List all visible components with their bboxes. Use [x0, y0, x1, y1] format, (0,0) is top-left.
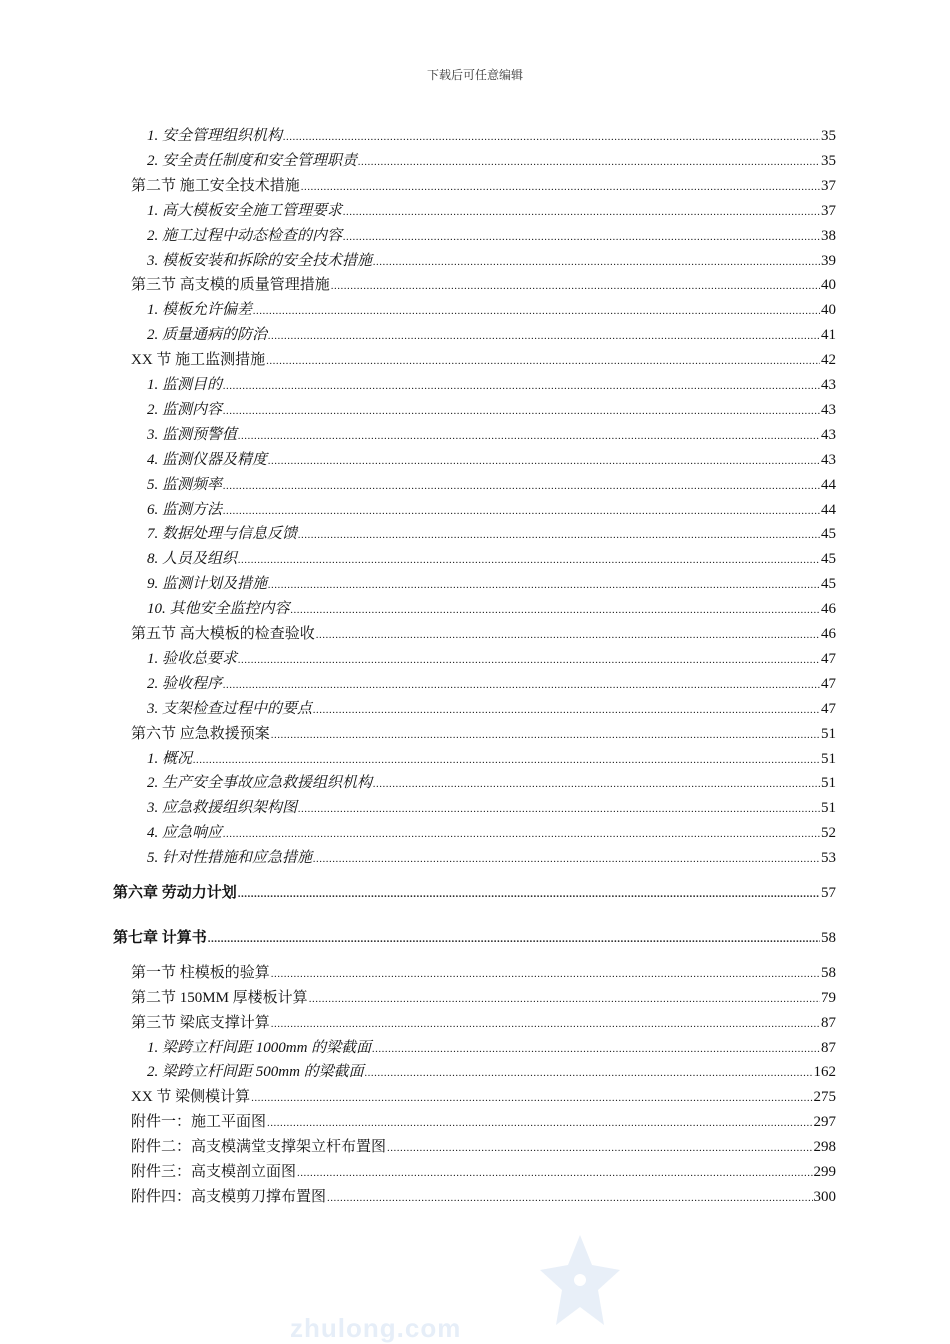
toc-entry-page-number: 44: [821, 501, 836, 518]
toc-entry[interactable]: [147, 749, 836, 769]
toc-entry[interactable]: [147, 500, 836, 520]
toc-entry-page-number: 51: [821, 775, 836, 792]
toc-entry-title: 第五节 高大模板的检查验收: [131, 626, 315, 642]
toc-leader-dots: [238, 650, 820, 670]
toc-leader-dots: [223, 501, 820, 521]
toc-entry[interactable]: [147, 400, 836, 420]
toc-entry-title: 第二节 施工安全技术措施: [131, 177, 300, 194]
toc-entry[interactable]: [131, 350, 836, 370]
toc-leader-dots: [343, 202, 820, 222]
toc-leader-dots: [387, 1138, 812, 1158]
toc-entry-title: 6. 监测方法: [147, 501, 223, 518]
toc-entry-title: 10. 其他安全监控内容: [147, 601, 290, 618]
toc-entry-title: 4. 应急响应: [147, 825, 223, 842]
toc-entry-title: 3. 监测预警值: [147, 426, 238, 443]
toc-leader-dots: [238, 550, 820, 570]
toc-entry-title: 1. 梁跨立杆间距 1000mm 的梁截面: [147, 1039, 372, 1056]
toc-entry[interactable]: [147, 574, 836, 594]
toc-entry-title: 3. 支架检查过程中的要点: [147, 700, 313, 717]
toc-leader-dots: [291, 600, 820, 620]
toc-entry-page-number: 43: [821, 426, 836, 443]
toc-entry-page-number: 87: [821, 1039, 836, 1056]
toc-leader-dots: [373, 252, 820, 272]
toc-entry-page-number: 51: [821, 725, 836, 742]
toc-entry-page-number: 57: [821, 885, 836, 901]
toc-entry-title: 1. 概况: [147, 750, 193, 767]
toc-entry-page-number: 37: [821, 202, 836, 219]
toc-entry-page-number: 79: [821, 989, 836, 1006]
toc-entry-page-number: 298: [813, 1139, 836, 1156]
toc-entry[interactable]: [147, 226, 836, 246]
toc-leader-dots: [358, 152, 820, 172]
toc-entry-title: 1. 验收总要求: [147, 650, 238, 667]
toc-entry-page-number: 45: [821, 576, 836, 593]
toc-entry[interactable]: [147, 450, 836, 470]
toc-entry-title: 第三节 高支模的质量管理措施: [131, 277, 330, 294]
toc-entry[interactable]: [147, 674, 836, 694]
toc-entry-page-number: 162: [813, 1064, 836, 1081]
page-header: 下载后可任意编辑: [426, 68, 523, 82]
toc-entry-title: 第二节 150MM 厚楼板计算: [131, 989, 308, 1006]
toc-entry[interactable]: [131, 176, 836, 196]
toc-leader-dots: [298, 799, 820, 819]
toc-entry-title: 1. 模板允许偏差: [147, 302, 253, 319]
toc-leader-dots: [268, 451, 820, 471]
toc-entry-title: 2. 施工过程中动态检查的内容: [147, 227, 343, 244]
toc-entry[interactable]: [131, 1013, 836, 1033]
toc-entry-title: 8. 人员及组织: [147, 551, 238, 568]
toc-leader-dots: [297, 1163, 812, 1183]
toc-entry-page-number: 42: [821, 352, 836, 369]
toc-entry-title: 第三节 梁底支撑计算: [131, 1014, 270, 1031]
toc-leader-dots: [223, 401, 820, 421]
toc-entry[interactable]: [147, 699, 836, 719]
toc-entry[interactable]: [147, 375, 836, 395]
toc-entry[interactable]: [147, 251, 836, 271]
toc-entry-page-number: 46: [821, 601, 836, 618]
toc-entry[interactable]: [147, 599, 836, 619]
toc-entry[interactable]: [131, 624, 836, 644]
toc-leader-dots: [301, 177, 820, 197]
toc-entry-title: 2. 生产安全事故应急救援组织机构: [147, 775, 373, 792]
toc-entry-page-number: 299: [813, 1164, 836, 1180]
toc-entry[interactable]: [131, 724, 836, 744]
toc-entry-page-number: 297: [813, 1114, 836, 1131]
toc-leader-dots: [253, 301, 820, 321]
toc-leader-dots: [331, 276, 820, 296]
toc-entry-page-number: 40: [821, 302, 836, 319]
toc-entry[interactable]: [147, 1038, 836, 1058]
toc-leader-dots: [271, 725, 820, 745]
toc-entry-page-number: 39: [821, 252, 836, 269]
toc-entry[interactable]: [147, 848, 836, 868]
toc-entry-page-number: 43: [821, 377, 836, 393]
toc-entry[interactable]: [131, 988, 836, 1008]
toc-entry-title: 附件四：高支模剪刀撑布置图: [131, 1188, 327, 1205]
toc-leader-dots: [316, 625, 820, 645]
toc-entry-title: 2. 梁跨立杆间距 500mm 的梁截面: [147, 1064, 364, 1081]
toc-entry[interactable]: [147, 325, 836, 345]
toc-leader-dots: [223, 476, 820, 496]
toc-entry-title: 1. 监测目的: [147, 377, 223, 393]
toc-entry-page-number: 35: [821, 128, 836, 144]
toc-leader-dots: [271, 1014, 820, 1034]
toc-entry-title: 5. 监测频率: [147, 476, 223, 493]
toc-entry-title: 9. 监测计划及措施: [147, 576, 268, 593]
toc-leader-dots: [208, 929, 820, 949]
toc-entry-page-number: 275: [813, 1089, 836, 1106]
toc-entry[interactable]: [147, 201, 836, 221]
toc-entry-title: 4. 监测仪器及精度: [147, 451, 268, 468]
toc-entry[interactable]: [147, 300, 836, 320]
toc-leader-dots: [343, 227, 820, 247]
toc-entry[interactable]: [147, 823, 836, 843]
toc-leader-dots: [266, 351, 820, 371]
toc-leader-dots: [223, 675, 820, 695]
toc-entry-title: 2. 监测内容: [147, 401, 223, 418]
toc-entry-page-number: 40: [821, 277, 836, 294]
toc-entry[interactable]: [147, 798, 836, 818]
watermark-text: zhulong.com: [290, 1313, 462, 1343]
toc-leader-dots: [268, 326, 820, 346]
toc-entry-page-number: 46: [821, 626, 836, 642]
toc-entry-page-number: 58: [821, 929, 836, 946]
toc-entry-page-number: 45: [821, 526, 836, 543]
watermark-logo-icon: [540, 1235, 620, 1335]
toc-entry[interactable]: [113, 883, 836, 903]
toc-entry-title: XX 节 施工监测措施: [131, 352, 266, 369]
toc-entry[interactable]: [147, 475, 836, 495]
toc-leader-dots: [271, 964, 820, 984]
toc-leader-dots: [238, 884, 820, 904]
toc-leader-dots: [298, 525, 820, 545]
toc-entry[interactable]: [147, 524, 836, 544]
toc-leader-dots: [309, 989, 820, 1009]
toc-entry[interactable]: [147, 126, 836, 146]
toc-entry-title: 第六章 劳动力计划: [113, 885, 237, 901]
toc-entry-page-number: 58: [821, 964, 836, 981]
toc-entry[interactable]: [147, 151, 836, 171]
toc-entry[interactable]: [147, 649, 836, 669]
toc-entry-title: 3. 模板安装和拆除的安全技术措施: [147, 252, 373, 269]
toc-entry-title: 2. 验收程序: [147, 675, 223, 692]
toc-entry-page-number: 47: [821, 675, 836, 692]
toc-leader-dots: [313, 700, 820, 720]
toc-entry[interactable]: [147, 773, 836, 793]
toc-entry[interactable]: [113, 928, 836, 948]
toc-entry[interactable]: [147, 549, 836, 569]
toc-entry-title: 附件一：施工平面图: [131, 1114, 267, 1131]
toc-entry-title: 第六节 应急救援预案: [131, 725, 270, 742]
toc-entry-title: XX 节 梁侧模计算: [131, 1089, 251, 1106]
toc-entry-page-number: 300: [813, 1188, 836, 1205]
toc-entry-page-number: 47: [821, 700, 836, 717]
toc-entry-title: 第七章 计算书: [113, 929, 207, 946]
toc-leader-dots: [193, 750, 820, 770]
toc-leader-dots: [223, 376, 820, 396]
toc-entry-page-number: 53: [821, 850, 836, 867]
toc-entry-page-number: 37: [821, 177, 836, 194]
toc-entry-page-number: 43: [821, 401, 836, 418]
toc-entry-page-number: 38: [821, 227, 836, 244]
toc-entry-page-number: 52: [821, 825, 836, 842]
toc-entry-page-number: 87: [821, 1014, 836, 1031]
toc-entry-page-number: 43: [821, 451, 836, 468]
toc-entry-title: 附件三：高支模剖立面图: [131, 1164, 297, 1180]
toc-leader-dots: [372, 1039, 820, 1059]
toc-leader-dots: [267, 1113, 812, 1133]
toc-entry-page-number: 47: [821, 650, 836, 667]
toc-entry-title: 7. 数据处理与信息反馈: [147, 526, 298, 543]
toc-entry[interactable]: [131, 1187, 836, 1207]
toc-leader-dots: [283, 127, 820, 147]
toc-entry-page-number: 51: [821, 750, 836, 767]
toc-entry-title: 3. 应急救援组织架构图: [147, 800, 298, 817]
toc-entry[interactable]: [147, 1062, 836, 1082]
toc-entry[interactable]: [131, 1137, 836, 1157]
toc-leader-dots: [373, 774, 820, 794]
toc-leader-dots: [268, 575, 820, 595]
toc-entry[interactable]: [131, 1087, 836, 1107]
toc-entry[interactable]: [147, 425, 836, 445]
toc-entry-title: 2. 质量通病的防治: [147, 327, 268, 344]
toc-entry-title: 附件二：高支模满堂支撑架立杆布置图: [131, 1139, 387, 1156]
toc-leader-dots: [313, 849, 820, 869]
toc-entry-title: 5. 针对性措施和应急措施: [147, 850, 313, 867]
toc-entry-page-number: 35: [821, 152, 836, 169]
toc-entry-page-number: 45: [821, 551, 836, 568]
toc-entry-page-number: 41: [821, 327, 836, 344]
toc-entry-title: 1. 高大模板安全施工管理要求: [147, 202, 343, 219]
toc-entry[interactable]: [131, 1112, 836, 1132]
toc-entry-page-number: 44: [821, 476, 836, 493]
toc-leader-dots: [365, 1063, 813, 1083]
toc-entry[interactable]: [131, 963, 836, 983]
toc-leader-dots: [327, 1188, 812, 1208]
toc-entry-title: 第一节 柱模板的验算: [131, 964, 270, 981]
toc-leader-dots: [251, 1088, 812, 1108]
toc-entry[interactable]: [131, 275, 836, 295]
toc-entry-title: 1. 安全管理组织机构: [147, 128, 283, 144]
toc-entry[interactable]: [131, 1162, 836, 1182]
toc-entry-title: 2. 安全责任制度和安全管理职责: [147, 152, 358, 169]
toc-entry-page-number: 51: [821, 800, 836, 817]
toc-leader-dots: [238, 426, 820, 446]
toc-leader-dots: [223, 824, 820, 844]
